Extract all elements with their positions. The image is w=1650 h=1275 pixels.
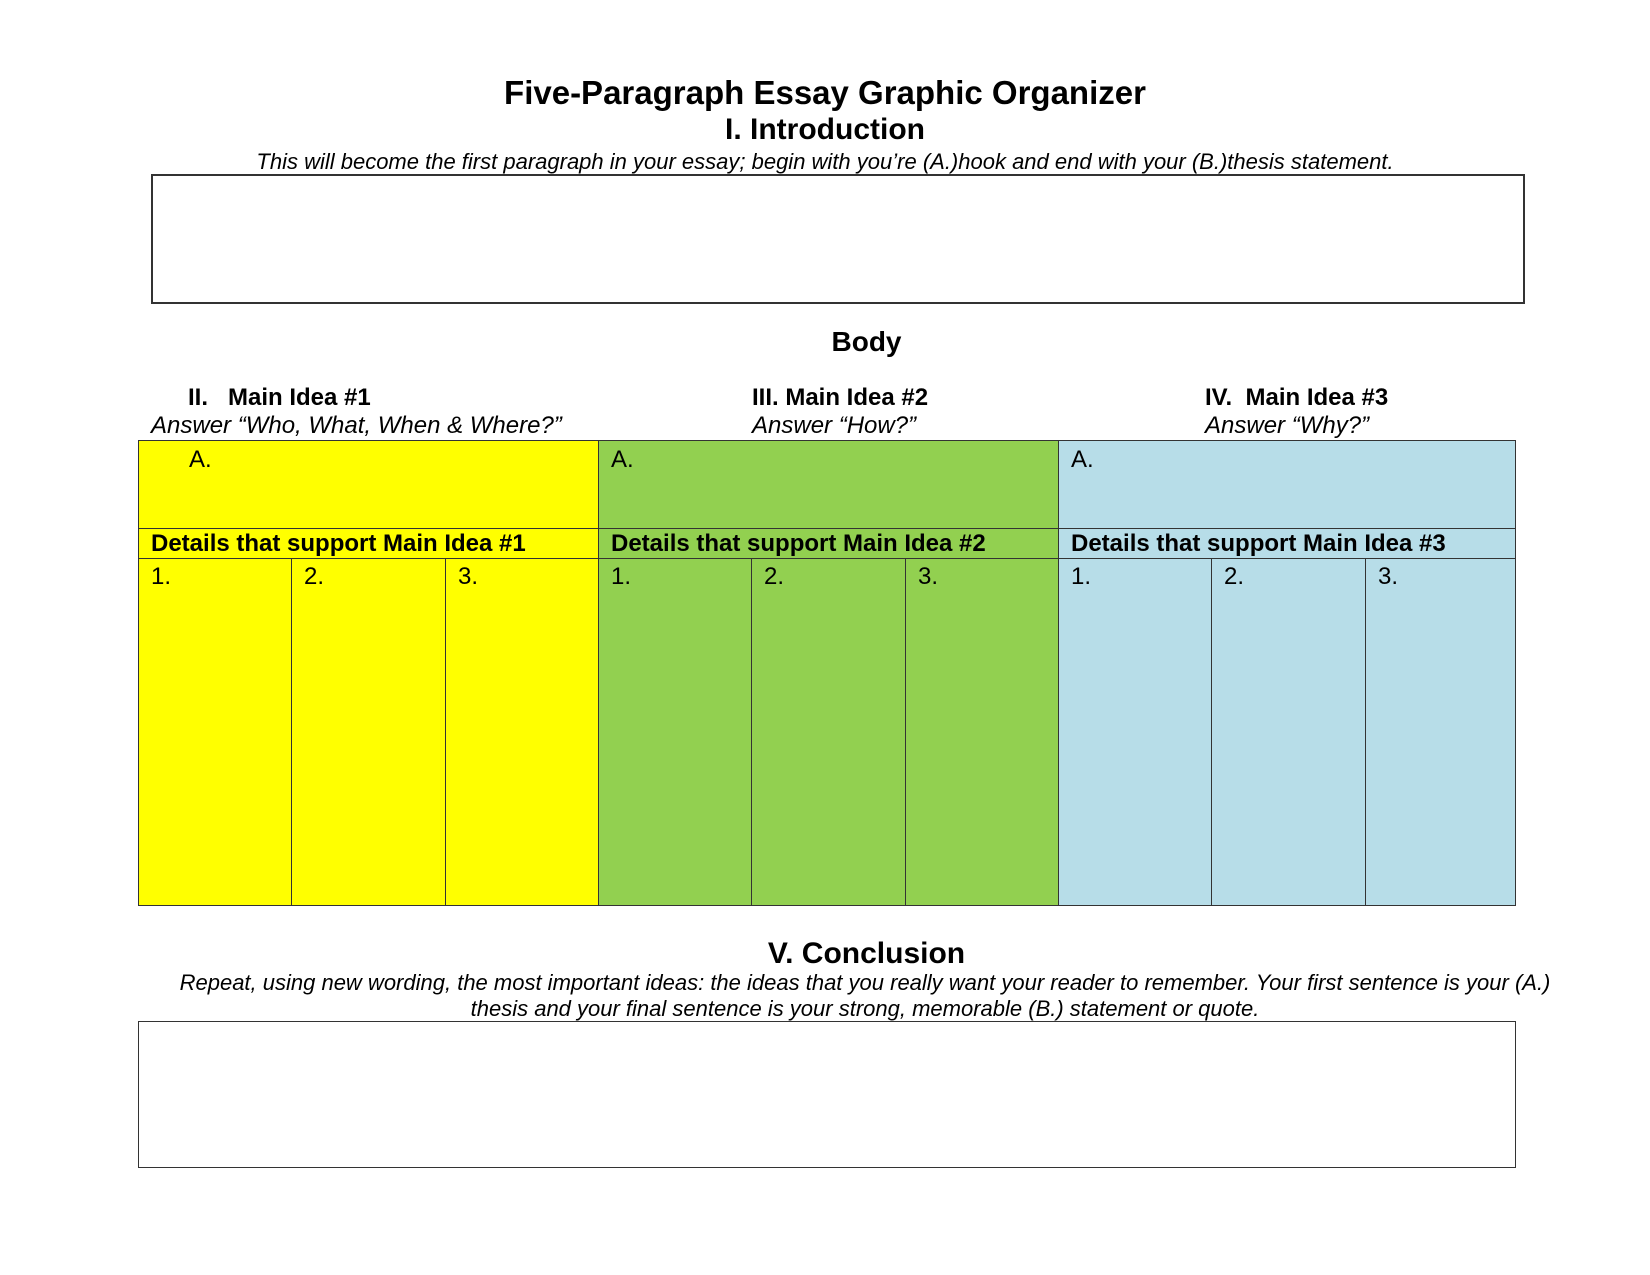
main-idea-2-details-label: Details that support Main Idea #2 — [599, 529, 1058, 559]
main-idea-3-column — [1059, 441, 1515, 905]
introduction-heading: I. Introduction — [725, 113, 925, 146]
main-idea-1-detail-3-box[interactable] — [446, 559, 598, 905]
detail-number: 2. — [764, 563, 785, 590]
main-idea-2-title: III. Main Idea #2 — [752, 384, 929, 411]
main-idea-1-detail-1-box[interactable] — [139, 559, 292, 905]
detail-number: 1. — [151, 563, 172, 590]
main-idea-1-detail-2-box[interactable] — [292, 559, 446, 905]
main-idea-3-question: Answer “Why?” — [1205, 412, 1370, 439]
main-idea-2-question: Answer “How?” — [752, 412, 917, 439]
detail-number: 2. — [304, 563, 325, 590]
main-idea-1-title: II. Main Idea #1 — [188, 384, 371, 411]
detail-number: 3. — [458, 563, 479, 590]
body-organizer-grid — [138, 440, 1516, 906]
main-idea-2-detail-3-box[interactable] — [906, 559, 1058, 905]
detail-number: 3. — [1378, 563, 1399, 590]
conclusion-heading: V. Conclusion — [767, 937, 966, 970]
detail-number: 1. — [1071, 563, 1092, 590]
conclusion-instructions: Repeat, using new wording, the most important ideas: the ideas that you really want your reader to remember. Your first sentence is your (A.) thesis and your final sentence is your strong, memorable (B.) statement or quote. — [179, 970, 1551, 1021]
main-idea-1-question: Answer “Who, What, When & Where?” — [151, 412, 562, 439]
main-idea-3-a-label: A. — [1071, 446, 1094, 473]
main-idea-2-a-box[interactable] — [599, 441, 1058, 529]
detail-number: 2. — [1224, 563, 1245, 590]
introduction-writing-box[interactable] — [151, 174, 1525, 304]
conclusion-writing-box[interactable] — [138, 1021, 1516, 1168]
main-idea-2-a-label: A. — [611, 446, 634, 473]
main-idea-2-detail-2-box[interactable] — [752, 559, 906, 905]
main-idea-2-detail-1-box[interactable] — [599, 559, 752, 905]
body-heading: Body — [831, 326, 902, 357]
main-idea-3-details-label: Details that support Main Idea #3 — [1059, 529, 1515, 559]
main-idea-3-detail-3-box[interactable] — [1366, 559, 1515, 905]
main-idea-1-a-box[interactable] — [139, 441, 598, 529]
main-idea-1-details-label: Details that support Main Idea #1 — [139, 529, 598, 559]
detail-number: 3. — [918, 563, 939, 590]
main-idea-1-column — [139, 441, 599, 905]
main-idea-3-a-box[interactable] — [1059, 441, 1515, 529]
page-title: Five-Paragraph Essay Graphic Organizer — [504, 74, 1146, 111]
main-idea-1-a-label: A. — [189, 446, 212, 473]
main-idea-3-detail-1-box[interactable] — [1059, 559, 1212, 905]
main-idea-3-title: IV. Main Idea #3 — [1205, 384, 1389, 411]
main-idea-3-detail-2-box[interactable] — [1212, 559, 1366, 905]
detail-number: 1. — [611, 563, 632, 590]
introduction-instructions: This will become the first paragraph in your essay; begin with you’re (A.)hook and end with your (B.)thesis statement. — [256, 149, 1394, 174]
main-idea-2-column — [599, 441, 1059, 905]
